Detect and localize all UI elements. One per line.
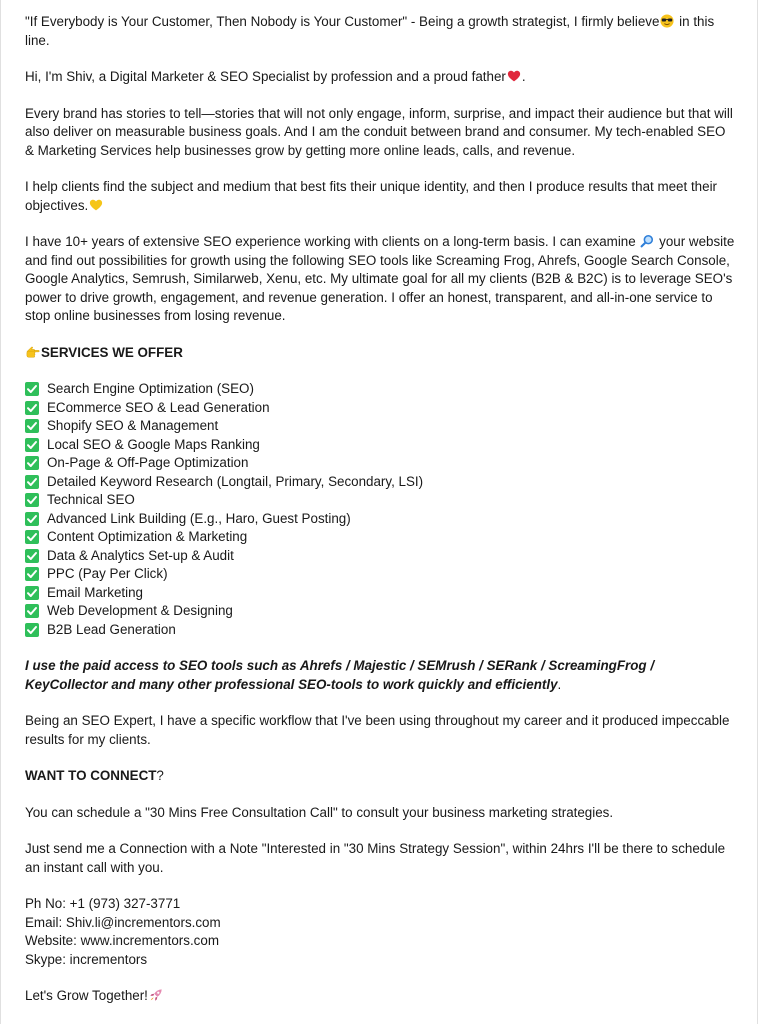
list-item	[25, 547, 737, 566]
clients-text: I help clients find the subject and medium that best fits their unique identity, and then I produce results that meet their objectives.	[25, 179, 717, 213]
pointing-hand-icon	[26, 345, 40, 359]
check-mark-icon	[25, 493, 39, 507]
contact-block	[25, 895, 737, 969]
experience-text-a: I have 10+ years of extensive SEO experience working with clients on a long-term basis. I can examine	[25, 234, 640, 249]
check-mark-icon	[25, 512, 39, 526]
quote-paragraph	[25, 13, 737, 50]
service-label: Data & Analytics Set-up & Audit	[47, 547, 234, 563]
intro-paragraph	[25, 68, 737, 87]
list-item	[25, 528, 737, 547]
check-mark-icon	[25, 567, 39, 581]
schedule-paragraph: You can schedule a "30 Mins Free Consultation Call" to consult your business marketing strategies.	[25, 804, 614, 820]
check-mark-icon	[25, 456, 39, 470]
list-item	[25, 510, 737, 529]
list-item	[25, 399, 737, 418]
closing-paragraph	[25, 987, 737, 1006]
check-mark-icon	[25, 586, 39, 600]
contact-phone: Ph No: +1 (973) 327-3771	[25, 896, 181, 911]
about-section	[25, 13, 737, 1024]
list-item	[25, 602, 737, 621]
check-mark-icon	[25, 419, 39, 433]
connect-heading-text: WANT TO CONNECT	[25, 768, 157, 783]
check-mark-icon	[25, 438, 39, 452]
check-mark-icon	[25, 401, 39, 415]
services-heading-text: SERVICES WE OFFER	[41, 344, 183, 360]
check-mark-icon	[25, 604, 39, 618]
sunglasses-emoji-icon	[660, 14, 674, 28]
service-label: Technical SEO	[47, 492, 135, 507]
contact-website: Website: www.incrementors.com	[25, 933, 219, 948]
services-list	[25, 380, 737, 639]
intro-tail: .	[521, 69, 526, 84]
list-item	[25, 491, 737, 510]
magnifier-icon	[640, 234, 654, 248]
red-heart-icon	[507, 69, 521, 83]
quote-tail: in this line.	[25, 14, 715, 48]
brand-paragraph: Every brand has stories to tell—stories that will not only engage, inform, surprise, and impact their audience but that will also deliver on measurable business goals. And I am the conduit between brand and consumer. My tech-enabled SEO & Marketing Services help businesses grow by getting more online leads, calls, and revenue.	[25, 105, 733, 158]
list-item	[25, 473, 737, 492]
experience-text-b: your website and find out possibilities for growth using the following SEO tools like Screaming Frog, Ahrefs, Google Search Console, Google Analytics, Semrush, Similarweb, Xenu, etc. My ultimate goal for all my clients (B2B & B2C) is to leverage SEO's power to drive growth, engagement, and revenue generation. I offer an honest, transparent, and all-in-one service to stop online businesses from losing revenue.	[25, 234, 735, 323]
check-mark-icon	[25, 475, 39, 489]
connect-heading-tail: ?	[156, 768, 164, 783]
tools-tail: .	[557, 676, 562, 692]
service-label: Advanced Link Building (E.g., Haro, Guest Posting)	[47, 510, 351, 526]
service-label: ECommerce SEO & Lead Generation	[47, 399, 270, 415]
workflow-paragraph: Being an SEO Expert, I have a specific workflow that I've been using throughout my career and it produced impeccable results for my clients.	[25, 713, 730, 747]
list-item	[25, 565, 737, 584]
list-item	[25, 436, 737, 455]
service-label: Shopify SEO & Management	[47, 418, 219, 433]
service-label: Content Optimization & Marketing	[47, 529, 248, 544]
clients-paragraph	[25, 178, 737, 215]
check-mark-icon	[25, 549, 39, 563]
list-item	[25, 380, 737, 399]
yellow-heart-icon	[89, 198, 103, 212]
tools-text: I use the paid access to SEO tools such as Ahrefs / Majestic / SEMrush / SERank / ScreamingFrog / KeyCollector and many other professional SEO-tools to work quickly and efficiently	[25, 658, 655, 692]
intro-text: Hi, I'm Shiv, a Digital Marketer & SEO Specialist by profession and a proud father	[25, 69, 506, 84]
service-label: On-Page & Off-Page Optimization	[47, 455, 249, 470]
service-label: B2B Lead Generation	[47, 621, 176, 637]
service-label: Detailed Keyword Research (Longtail, Primary, Secondary, LSI)	[47, 473, 424, 489]
connection-note-paragraph: Just send me a Connection with a Note "Interested in "30 Mins Strategy Session", within 24hrs I'll be there to schedule an instant call with you.	[25, 841, 726, 875]
contact-skype: Skype: incrementors	[25, 951, 148, 967]
list-item	[25, 417, 737, 436]
service-label: Search Engine Optimization (SEO)	[47, 381, 254, 396]
service-label: Web Development & Designing	[47, 603, 233, 618]
services-heading	[25, 344, 737, 363]
list-item	[25, 621, 737, 640]
quote-text: "If Everybody is Your Customer, Then Nobody is Your Customer" - Being a growth strategist, I firmly believe	[25, 14, 660, 29]
service-label: Email Marketing	[47, 584, 143, 600]
list-item	[25, 584, 737, 603]
rocket-icon	[149, 988, 163, 1002]
check-mark-icon	[25, 530, 39, 544]
contact-email: Email: Shiv.li@incrementors.com	[25, 914, 221, 930]
service-label: Local SEO & Google Maps Ranking	[47, 436, 260, 452]
experience-paragraph	[25, 233, 737, 326]
service-label: PPC (Pay Per Click)	[47, 566, 168, 581]
check-mark-icon	[25, 623, 39, 637]
check-mark-icon	[25, 382, 39, 396]
list-item	[25, 454, 737, 473]
tools-paragraph	[25, 657, 737, 694]
connect-heading	[25, 767, 737, 786]
closing-text: Let's Grow Together!	[25, 988, 148, 1003]
